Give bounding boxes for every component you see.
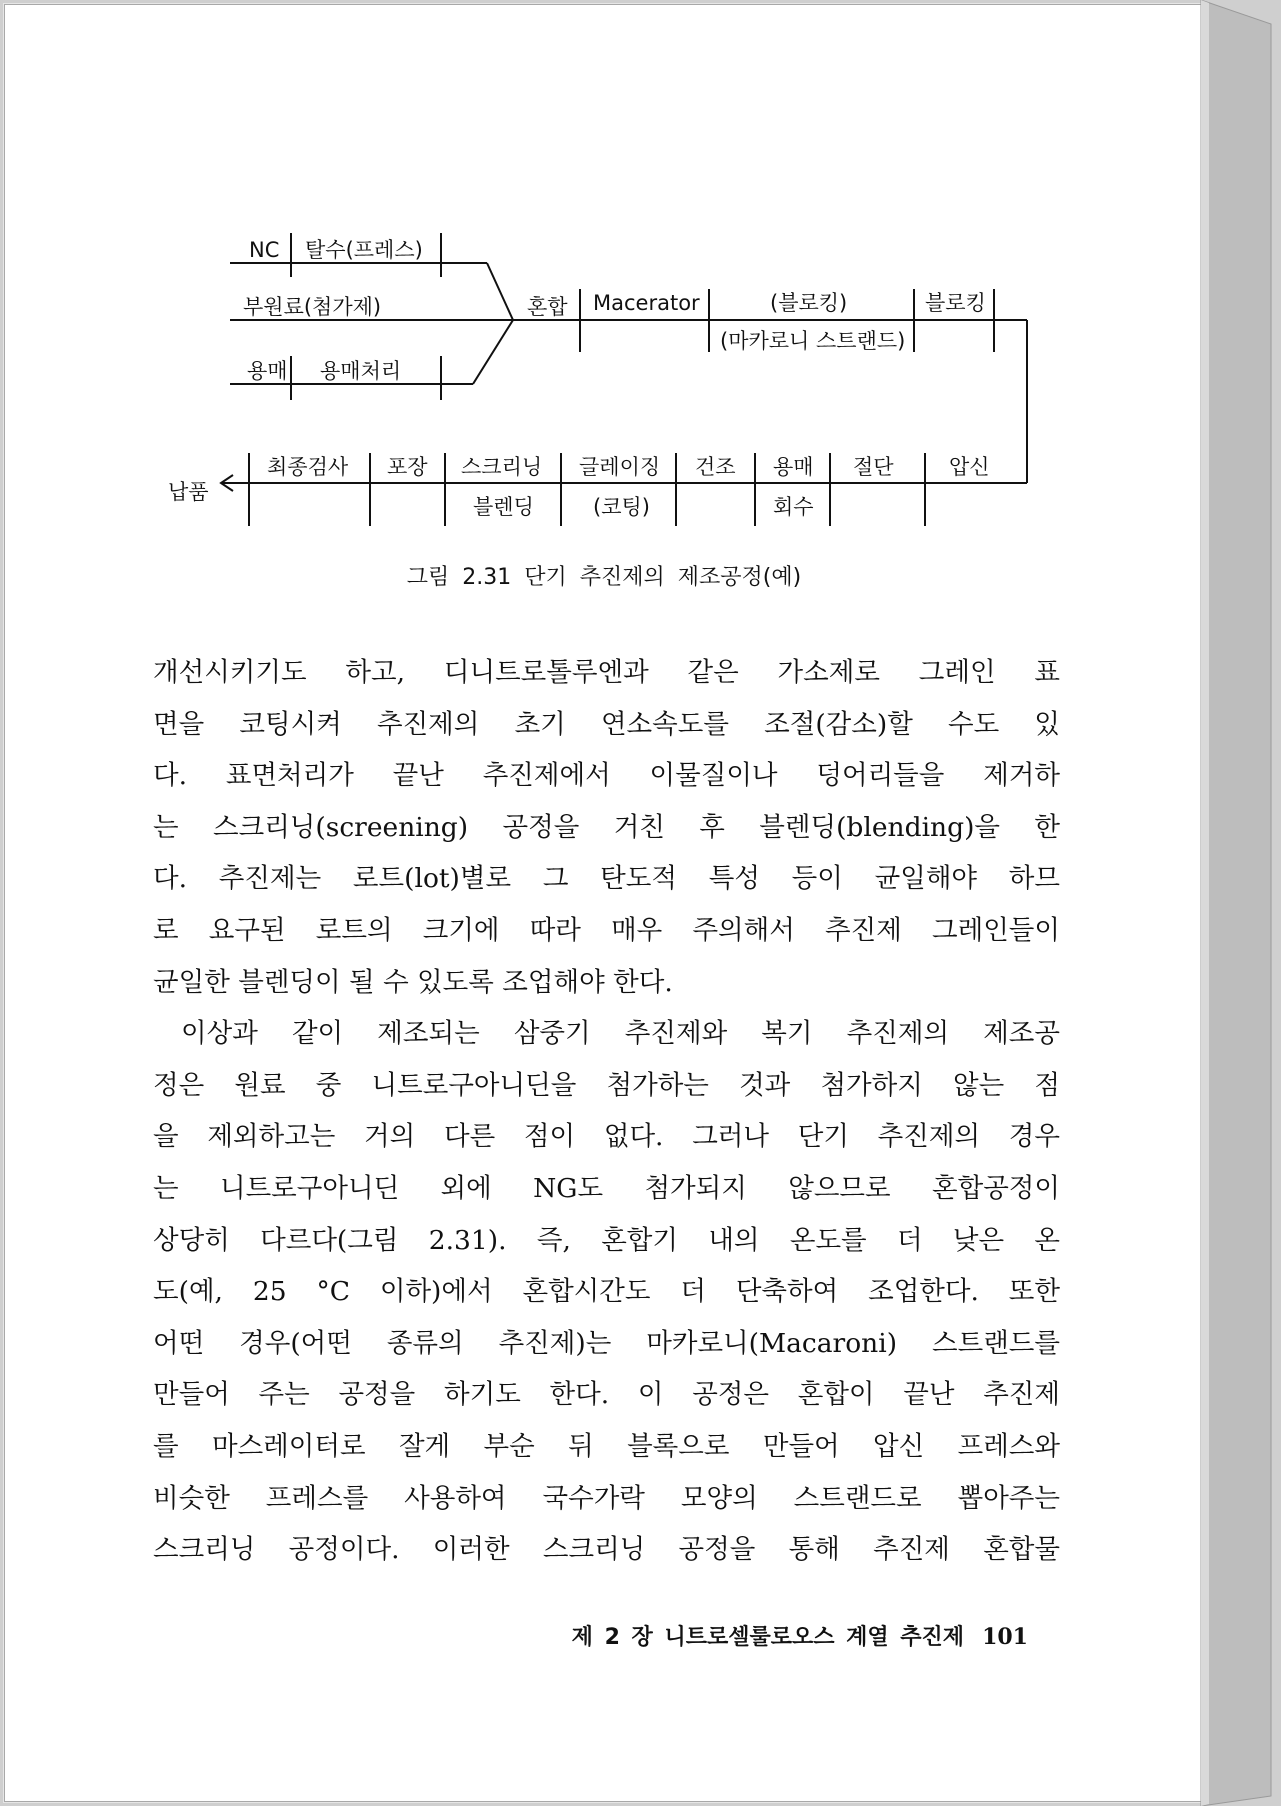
label-blocking: 블로킹 [925, 291, 986, 315]
label-dewater: 탈수(프레스) [305, 238, 423, 262]
label-macerator: Macerator [593, 291, 700, 315]
figure-caption: 그림 2.31 단기 추진제의 제조공정(예) [406, 565, 802, 590]
text-line: 는 스크리닝(screening) 공정을 거친 후 블렌딩(blending)을 한 [153, 811, 1060, 843]
text-line: 면을 코팅시켜 추진제의 초기 연소속도를 조절(감소)할 수도 있 [153, 708, 1060, 740]
label-nc: NC [249, 238, 280, 262]
text-line: 스크리닝 공정이다. 이러한 스크리닝 공정을 통해 추진제 혼합물 [153, 1534, 1060, 1566]
label-coating: (코팅) [593, 495, 650, 519]
text-line: 다. 표면처리가 끝난 추진제에서 이물질이나 덩어리들을 제거하 [153, 760, 1060, 792]
chapter-title: 제 2 장 니트로셀룰로오스 계열 추진제 [571, 1625, 965, 1650]
text-line: 개선시키기도 하고, 디니트로톨루엔과 같은 가소제로 그레인 표 [153, 657, 1060, 688]
label-final-inspection: 최종검사 [267, 455, 349, 479]
label-solvent-2: 용매 [773, 455, 814, 479]
label-additives: 부원료(첨가제) [243, 295, 382, 319]
page-stack-edge [1195, 0, 1281, 1806]
text-line: 를 마스레이터로 잘게 부순 뒤 블록으로 만들어 압신 프레스와 [153, 1430, 1060, 1462]
label-recovery: 회수 [773, 495, 814, 519]
label-blending: 블렌딩 [473, 495, 534, 519]
text-line: 만들어 주는 공정을 하기도 한다. 이 공정은 혼합이 끝난 추진제 [153, 1379, 1060, 1411]
text-line: 정은 원료 중 니트로구아니딘을 첨가하는 것과 첨가하지 않는 점 [153, 1069, 1060, 1101]
label-mix: 혼합 [527, 295, 568, 319]
text-line: 다. 추진제는 로트(lot)별로 그 탄도적 특성 등이 균일해야 하므 [153, 863, 1060, 895]
text-line: 는 니트로구아니딘 외에 NG도 첨가되지 않으므로 혼합공정이 [153, 1172, 1060, 1204]
label-packing: 포장 [387, 455, 428, 479]
process-flow-diagram [5, 5, 1203, 545]
label-glazing: 글레이징 [579, 455, 661, 479]
page-footer [572, 1620, 1028, 1651]
book-page [4, 4, 1204, 1802]
label-cut: 절단 [853, 455, 894, 479]
label-macaroni-strand: (마카로니 스트랜드) [720, 329, 906, 353]
text-line: 로 요구된 로트의 크기에 따라 매우 주의해서 추진제 그레인들이 [153, 914, 1060, 946]
text-line: 어떤 경우(어떤 종류의 추진제)는 마카로니(Macaroni) 스트랜드를 [153, 1327, 1060, 1359]
text-line: 상당히 다르다(그림 2.31). 즉, 혼합기 내의 온도를 더 낮은 온 [153, 1224, 1060, 1256]
label-screening: 스크리닝 [461, 455, 543, 479]
body-text [153, 647, 1060, 1576]
page-number: 101 [982, 1624, 1028, 1650]
label-delivery: 납품 [168, 480, 209, 504]
label-solvent-treatment: 용매처리 [320, 359, 402, 383]
label-dry: 건조 [695, 455, 736, 479]
text-line: 이상과 같이 제조되는 삼중기 추진제와 복기 추진제의 제조공 [181, 1018, 1060, 1050]
text-line: 도(예, 25 °C 이하)에서 혼합시간도 더 단축하여 조업한다. 또한 [153, 1276, 1060, 1308]
label-solvent: 용매 [247, 359, 288, 383]
text-line: 균일한 블렌딩이 될 수 있도록 조업해야 한다. [153, 966, 673, 998]
label-blocking-optional: (블로킹) [770, 291, 848, 315]
text-line: 을 제외하고는 거의 다른 점이 없다. 그러나 단기 추진제의 경우 [153, 1121, 1060, 1153]
text-line: 비슷한 프레스를 사용하여 국수가락 모양의 스트랜드로 뽑아주는 [153, 1482, 1060, 1514]
label-press: 압신 [949, 455, 990, 479]
